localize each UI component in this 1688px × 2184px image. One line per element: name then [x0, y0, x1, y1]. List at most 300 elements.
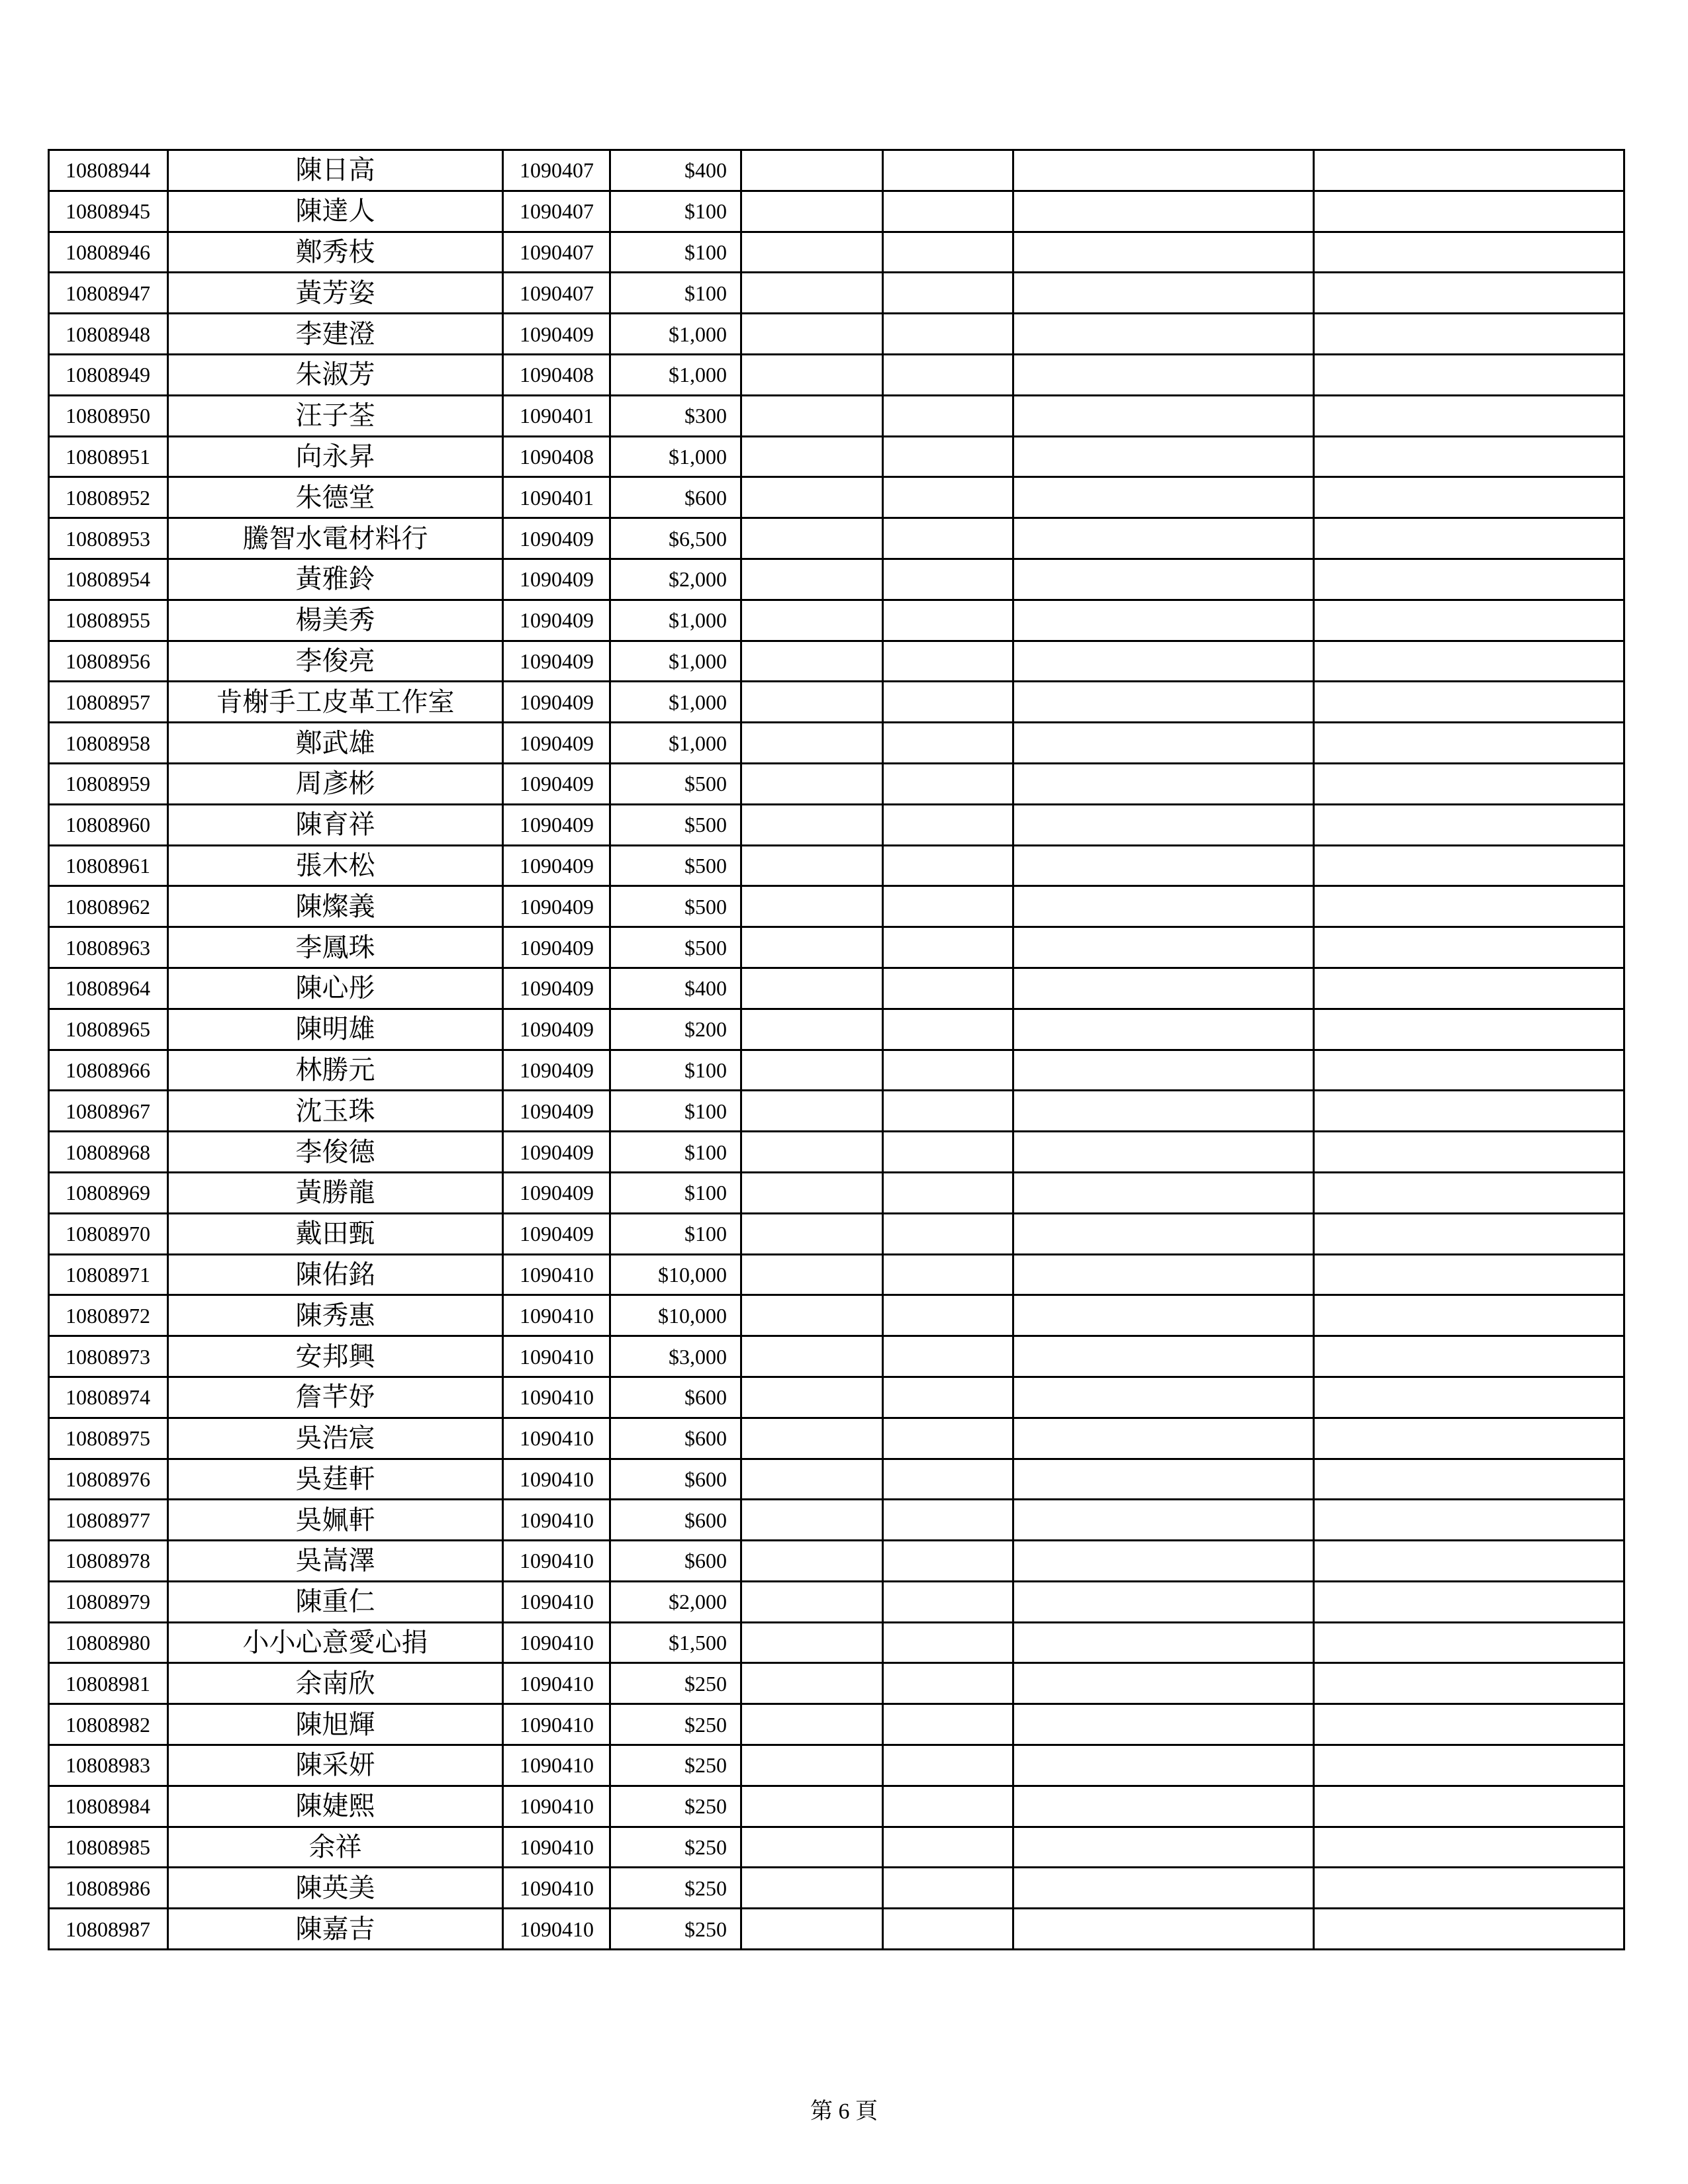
empty-cell	[1013, 518, 1314, 559]
donor-name-cell: 陳佑銘	[168, 1254, 503, 1295]
empty-cell	[1013, 1663, 1314, 1704]
donation-amount-cell: $1,000	[610, 436, 741, 477]
table-row	[49, 1541, 1624, 1582]
empty-cell	[883, 845, 1013, 886]
donor-name-cell: 黃雅鈴	[168, 559, 503, 600]
donor-name-cell: 陳英美	[168, 1868, 503, 1909]
empty-cell	[883, 1213, 1013, 1254]
empty-cell	[741, 477, 883, 518]
donation-amount-cell: $10,000	[610, 1295, 741, 1336]
donation-amount-cell: $600	[610, 1459, 741, 1500]
table-row	[49, 1213, 1624, 1254]
empty-cell	[741, 641, 883, 682]
empty-cell	[883, 1336, 1013, 1377]
empty-cell	[1013, 1336, 1314, 1377]
empty-cell	[1314, 682, 1624, 723]
donor-name-cell: 沈玉珠	[168, 1091, 503, 1132]
empty-cell	[1013, 968, 1314, 1009]
empty-cell	[883, 927, 1013, 968]
empty-cell	[1314, 763, 1624, 804]
empty-cell	[883, 150, 1013, 191]
donation-date-cell: 1090409	[503, 600, 610, 641]
empty-cell	[883, 1254, 1013, 1295]
donor-name-cell: 林勝元	[168, 1050, 503, 1091]
donation-amount-cell: $600	[610, 1541, 741, 1582]
donation-date-cell: 1090407	[503, 191, 610, 232]
donor-name-cell: 吳莛軒	[168, 1459, 503, 1500]
empty-cell	[1314, 1704, 1624, 1745]
receipt-number-cell: 10808966	[49, 1050, 168, 1091]
empty-cell	[883, 1827, 1013, 1868]
receipt-number-cell: 10808965	[49, 1009, 168, 1050]
table-row	[49, 1909, 1624, 1950]
receipt-number-cell: 10808986	[49, 1868, 168, 1909]
empty-cell	[1013, 477, 1314, 518]
receipt-number-cell: 10808984	[49, 1786, 168, 1827]
table-row	[49, 1500, 1624, 1541]
donor-name-cell: 向永昇	[168, 436, 503, 477]
empty-cell	[883, 1418, 1013, 1459]
empty-cell	[1013, 723, 1314, 764]
table-row	[49, 150, 1624, 191]
empty-cell	[1013, 314, 1314, 355]
empty-cell	[1314, 1172, 1624, 1213]
table-row	[49, 1091, 1624, 1132]
donation-amount-cell: $3,000	[610, 1336, 741, 1377]
donation-amount-cell: $6,500	[610, 518, 741, 559]
empty-cell	[1314, 150, 1624, 191]
donation-amount-cell: $500	[610, 763, 741, 804]
empty-cell	[741, 1827, 883, 1868]
empty-cell	[741, 1459, 883, 1500]
empty-cell	[1013, 1745, 1314, 1786]
table-row	[49, 1745, 1624, 1786]
donor-name-cell: 余南欣	[168, 1663, 503, 1704]
donation-amount-cell: $100	[610, 273, 741, 314]
empty-cell	[741, 314, 883, 355]
empty-cell	[1013, 1295, 1314, 1336]
table-row	[49, 1132, 1624, 1173]
donation-amount-cell: $500	[610, 927, 741, 968]
empty-cell	[883, 559, 1013, 600]
donor-name-cell: 鄭秀枝	[168, 232, 503, 273]
empty-cell	[1314, 1786, 1624, 1827]
donor-name-cell: 李俊亮	[168, 641, 503, 682]
empty-cell	[1013, 1500, 1314, 1541]
empty-cell	[1013, 1786, 1314, 1827]
receipt-number-cell: 10808981	[49, 1663, 168, 1704]
empty-cell	[741, 1050, 883, 1091]
empty-cell	[1314, 1254, 1624, 1295]
table-row	[49, 395, 1624, 436]
donation-date-cell: 1090410	[503, 1541, 610, 1582]
empty-cell	[1314, 1213, 1624, 1254]
donation-date-cell: 1090409	[503, 641, 610, 682]
empty-cell	[1314, 1541, 1624, 1582]
table-row	[49, 1827, 1624, 1868]
empty-cell	[1013, 1704, 1314, 1745]
receipt-number-cell: 10808974	[49, 1377, 168, 1418]
empty-cell	[883, 1009, 1013, 1050]
donation-amount-cell: $1,000	[610, 354, 741, 395]
empty-cell	[883, 518, 1013, 559]
empty-cell	[1314, 1500, 1624, 1541]
donation-amount-cell: $300	[610, 395, 741, 436]
donor-name-cell: 黃芳姿	[168, 273, 503, 314]
empty-cell	[741, 682, 883, 723]
donation-date-cell: 1090410	[503, 1909, 610, 1950]
empty-cell	[1314, 600, 1624, 641]
donor-name-cell: 詹芊妤	[168, 1377, 503, 1418]
empty-cell	[1314, 723, 1624, 764]
empty-cell	[1314, 314, 1624, 355]
empty-cell	[1314, 1091, 1624, 1132]
empty-cell	[1314, 1827, 1624, 1868]
donor-name-cell: 李俊德	[168, 1132, 503, 1173]
empty-cell	[741, 1868, 883, 1909]
donation-amount-cell: $100	[610, 1091, 741, 1132]
donor-name-cell: 周彥彬	[168, 763, 503, 804]
empty-cell	[883, 191, 1013, 232]
receipt-number-cell: 10808973	[49, 1336, 168, 1377]
donation-date-cell: 1090409	[503, 763, 610, 804]
empty-cell	[883, 1541, 1013, 1582]
donation-amount-cell: $100	[610, 1050, 741, 1091]
donation-amount-cell: $500	[610, 845, 741, 886]
donation-date-cell: 1090401	[503, 395, 610, 436]
donation-amount-cell: $250	[610, 1827, 741, 1868]
table-row	[49, 191, 1624, 232]
empty-cell	[1314, 1336, 1624, 1377]
empty-cell	[1314, 1009, 1624, 1050]
donation-amount-cell: $400	[610, 150, 741, 191]
donation-amount-cell: $500	[610, 804, 741, 845]
receipt-number-cell: 10808977	[49, 1500, 168, 1541]
donation-date-cell: 1090409	[503, 1050, 610, 1091]
donation-date-cell: 1090410	[503, 1336, 610, 1377]
receipt-number-cell: 10808972	[49, 1295, 168, 1336]
page-number: 第 6 頁	[810, 2099, 878, 2124]
empty-cell	[1314, 968, 1624, 1009]
empty-cell	[741, 1745, 883, 1786]
table-row	[49, 559, 1624, 600]
receipt-number-cell: 10808961	[49, 845, 168, 886]
table-row	[49, 518, 1624, 559]
donor-name-cell: 李建澄	[168, 314, 503, 355]
receipt-number-cell: 10808964	[49, 968, 168, 1009]
empty-cell	[741, 1786, 883, 1827]
receipt-number-cell: 10808952	[49, 477, 168, 518]
empty-cell	[1314, 927, 1624, 968]
empty-cell	[1314, 477, 1624, 518]
donation-amount-cell: $250	[610, 1909, 741, 1950]
empty-cell	[741, 273, 883, 314]
empty-cell	[883, 1745, 1013, 1786]
empty-cell	[1013, 1050, 1314, 1091]
empty-cell	[883, 1050, 1013, 1091]
empty-cell	[741, 804, 883, 845]
empty-cell	[741, 1541, 883, 1582]
empty-cell	[741, 1132, 883, 1173]
donor-name-cell: 陳日高	[168, 150, 503, 191]
empty-cell	[1013, 273, 1314, 314]
donation-date-cell: 1090409	[503, 1091, 610, 1132]
empty-cell	[741, 1295, 883, 1336]
donor-name-cell: 陳達人	[168, 191, 503, 232]
empty-cell	[741, 1663, 883, 1704]
donation-date-cell: 1090410	[503, 1295, 610, 1336]
empty-cell	[883, 1377, 1013, 1418]
donation-amount-cell: $100	[610, 232, 741, 273]
donation-date-cell: 1090410	[503, 1745, 610, 1786]
donation-date-cell: 1090409	[503, 518, 610, 559]
donor-name-cell: 安邦興	[168, 1336, 503, 1377]
empty-cell	[741, 968, 883, 1009]
donation-date-cell: 1090410	[503, 1254, 610, 1295]
donor-name-cell: 戴田甄	[168, 1213, 503, 1254]
table-row	[49, 1336, 1624, 1377]
receipt-number-cell: 10808967	[49, 1091, 168, 1132]
donation-date-cell: 1090409	[503, 1009, 610, 1050]
empty-cell	[1013, 1541, 1314, 1582]
empty-cell	[883, 1704, 1013, 1745]
donation-amount-cell: $1,000	[610, 641, 741, 682]
table-row	[49, 723, 1624, 764]
empty-cell	[1013, 1377, 1314, 1418]
donation-date-cell: 1090409	[503, 1132, 610, 1173]
donation-date-cell: 1090410	[503, 1459, 610, 1500]
empty-cell	[883, 354, 1013, 395]
donation-date-cell: 1090409	[503, 1172, 610, 1213]
empty-cell	[1314, 232, 1624, 273]
receipt-number-cell: 10808960	[49, 804, 168, 845]
empty-cell	[1013, 559, 1314, 600]
empty-cell	[883, 1295, 1013, 1336]
donation-date-cell: 1090410	[503, 1663, 610, 1704]
empty-cell	[741, 518, 883, 559]
table-row	[49, 600, 1624, 641]
empty-cell	[1314, 1132, 1624, 1173]
donor-name-cell: 小小心意愛心捐	[168, 1622, 503, 1663]
empty-cell	[741, 1622, 883, 1663]
donation-amount-cell: $600	[610, 477, 741, 518]
empty-cell	[741, 1500, 883, 1541]
donation-date-cell: 1090410	[503, 1418, 610, 1459]
donation-date-cell: 1090410	[503, 1500, 610, 1541]
donation-amount-cell: $100	[610, 1132, 741, 1173]
empty-cell	[883, 1459, 1013, 1500]
donation-amount-cell: $1,000	[610, 314, 741, 355]
receipt-number-cell: 10808957	[49, 682, 168, 723]
empty-cell	[1314, 1663, 1624, 1704]
donation-date-cell: 1090401	[503, 477, 610, 518]
table-row	[49, 1418, 1624, 1459]
donation-date-cell: 1090410	[503, 1377, 610, 1418]
receipt-number-cell: 10808945	[49, 191, 168, 232]
empty-cell	[883, 1581, 1013, 1622]
donor-name-cell: 余祥	[168, 1827, 503, 1868]
empty-cell	[741, 886, 883, 927]
receipt-number-cell: 10808983	[49, 1745, 168, 1786]
donation-amount-cell: $250	[610, 1663, 741, 1704]
empty-cell	[1013, 763, 1314, 804]
empty-cell	[1314, 1377, 1624, 1418]
empty-cell	[883, 968, 1013, 1009]
empty-cell	[1314, 559, 1624, 600]
empty-cell	[1013, 1581, 1314, 1622]
empty-cell	[1314, 845, 1624, 886]
receipt-number-cell: 10808963	[49, 927, 168, 968]
table-row	[49, 927, 1624, 968]
empty-cell	[1314, 1745, 1624, 1786]
empty-cell	[741, 1091, 883, 1132]
donation-ledger-table	[48, 149, 1625, 1950]
table-row	[49, 1581, 1624, 1622]
table-row	[49, 1050, 1624, 1091]
donation-date-cell: 1090408	[503, 436, 610, 477]
donation-amount-cell: $2,000	[610, 1581, 741, 1622]
receipt-number-cell: 10808948	[49, 314, 168, 355]
table-row	[49, 1622, 1624, 1663]
empty-cell	[1314, 191, 1624, 232]
empty-cell	[883, 682, 1013, 723]
empty-cell	[1314, 1459, 1624, 1500]
donation-date-cell: 1090409	[503, 314, 610, 355]
empty-cell	[1314, 1622, 1624, 1663]
empty-cell	[883, 886, 1013, 927]
donation-amount-cell: $1,000	[610, 600, 741, 641]
table-row	[49, 1459, 1624, 1500]
empty-cell	[1013, 395, 1314, 436]
donation-amount-cell: $250	[610, 1745, 741, 1786]
empty-cell	[1314, 273, 1624, 314]
empty-cell	[883, 1868, 1013, 1909]
table-row	[49, 1663, 1624, 1704]
receipt-number-cell: 10808978	[49, 1541, 168, 1582]
donor-name-cell: 朱淑芳	[168, 354, 503, 395]
table-row	[49, 314, 1624, 355]
donation-date-cell: 1090409	[503, 845, 610, 886]
empty-cell	[883, 1663, 1013, 1704]
empty-cell	[1013, 1091, 1314, 1132]
empty-cell	[883, 1172, 1013, 1213]
empty-cell	[1013, 1009, 1314, 1050]
empty-cell	[741, 1009, 883, 1050]
donation-date-cell: 1090410	[503, 1581, 610, 1622]
empty-cell	[1013, 641, 1314, 682]
empty-cell	[883, 641, 1013, 682]
donation-date-cell: 1090407	[503, 150, 610, 191]
empty-cell	[741, 1909, 883, 1950]
receipt-number-cell: 10808951	[49, 436, 168, 477]
table-row	[49, 477, 1624, 518]
table-row	[49, 1704, 1624, 1745]
empty-cell	[1013, 886, 1314, 927]
table-row	[49, 354, 1624, 395]
empty-cell	[1314, 395, 1624, 436]
empty-cell	[883, 1622, 1013, 1663]
table-row	[49, 1172, 1624, 1213]
donor-name-cell: 陳明雄	[168, 1009, 503, 1050]
table-row	[49, 804, 1624, 845]
donor-name-cell: 陳燦義	[168, 886, 503, 927]
donation-date-cell: 1090410	[503, 1868, 610, 1909]
donation-amount-cell: $200	[610, 1009, 741, 1050]
empty-cell	[1013, 436, 1314, 477]
donation-amount-cell: $2,000	[610, 559, 741, 600]
donor-name-cell: 肯榭手工皮革工作室	[168, 682, 503, 723]
empty-cell	[1314, 886, 1624, 927]
empty-cell	[741, 1172, 883, 1213]
donation-amount-cell: $1,000	[610, 723, 741, 764]
empty-cell	[1013, 927, 1314, 968]
donation-date-cell: 1090409	[503, 886, 610, 927]
receipt-number-cell: 10808982	[49, 1704, 168, 1745]
receipt-number-cell: 10808979	[49, 1581, 168, 1622]
empty-cell	[741, 1581, 883, 1622]
donation-amount-cell: $250	[610, 1786, 741, 1827]
table-row	[49, 1377, 1624, 1418]
donation-date-cell: 1090410	[503, 1786, 610, 1827]
donation-date-cell: 1090410	[503, 1622, 610, 1663]
donor-name-cell: 騰智水電材料行	[168, 518, 503, 559]
donation-amount-cell: $1,000	[610, 682, 741, 723]
empty-cell	[741, 600, 883, 641]
empty-cell	[1314, 641, 1624, 682]
table-row	[49, 232, 1624, 273]
empty-cell	[1314, 804, 1624, 845]
empty-cell	[883, 1132, 1013, 1173]
donor-name-cell: 陳嘉吉	[168, 1909, 503, 1950]
table-row	[49, 845, 1624, 886]
receipt-number-cell: 10808954	[49, 559, 168, 600]
donor-name-cell: 陳采妍	[168, 1745, 503, 1786]
receipt-number-cell: 10808985	[49, 1827, 168, 1868]
donation-amount-cell: $100	[610, 1213, 741, 1254]
receipt-number-cell: 10808969	[49, 1172, 168, 1213]
receipt-number-cell: 10808956	[49, 641, 168, 682]
table-row	[49, 1295, 1624, 1336]
receipt-number-cell: 10808971	[49, 1254, 168, 1295]
empty-cell	[1314, 518, 1624, 559]
empty-cell	[1013, 191, 1314, 232]
empty-cell	[1314, 1909, 1624, 1950]
receipt-number-cell: 10808958	[49, 723, 168, 764]
empty-cell	[1013, 1868, 1314, 1909]
donor-name-cell: 李鳳珠	[168, 927, 503, 968]
empty-cell	[741, 845, 883, 886]
empty-cell	[1013, 150, 1314, 191]
donation-date-cell: 1090409	[503, 682, 610, 723]
empty-cell	[1013, 1254, 1314, 1295]
empty-cell	[883, 1091, 1013, 1132]
donor-name-cell: 陳秀惠	[168, 1295, 503, 1336]
table-row	[49, 273, 1624, 314]
donor-name-cell: 陳旭輝	[168, 1704, 503, 1745]
empty-cell	[883, 804, 1013, 845]
empty-cell	[1013, 232, 1314, 273]
table-row	[49, 641, 1624, 682]
empty-cell	[1013, 1132, 1314, 1173]
donation-amount-cell: $1,500	[610, 1622, 741, 1663]
empty-cell	[883, 763, 1013, 804]
empty-cell	[883, 477, 1013, 518]
empty-cell	[1013, 1827, 1314, 1868]
empty-cell	[1314, 436, 1624, 477]
empty-cell	[1013, 845, 1314, 886]
empty-cell	[741, 1254, 883, 1295]
donation-date-cell: 1090410	[503, 1827, 610, 1868]
